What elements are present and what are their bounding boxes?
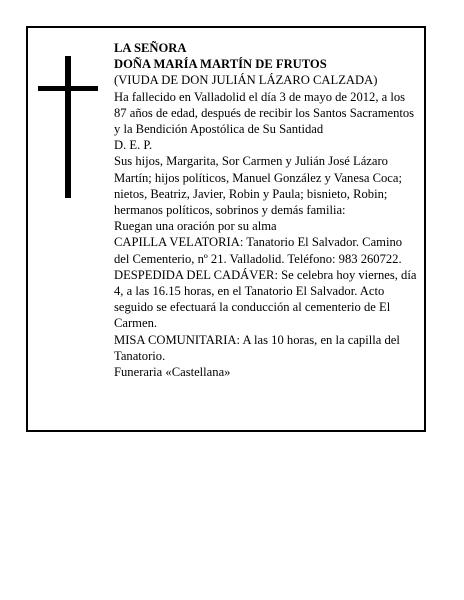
farewell-label: DESPEDIDA DEL CADÁVER: (114, 267, 278, 282)
notice-body (114, 40, 418, 380)
chapel-label: CAPILLA VELATORIA: (114, 235, 244, 250)
cross-icon (38, 56, 98, 198)
notice-title: LA SEÑORA (114, 41, 187, 55)
chapel-info (114, 234, 418, 266)
widow-line: (VIUDA DE DON JULIÁN LÁZARO CALZADA) (114, 73, 378, 88)
family-list: Sus hijos, Margarita, Sor Carmen y Julián José Lázaro Martín; hijos políticos, Manuel González y Vanesa Coca; nietos, Beatriz, Javier, Robin y Paula; bisnieto, Robin; hermanos políticos, sobrinos y demás familia: (114, 154, 402, 218)
obituary-notice (26, 26, 426, 432)
mass-info (114, 332, 418, 364)
prayer-request: Ruegan una oración por su alma (114, 219, 277, 234)
mass-details: A las 10 horas, en la capilla del Tanatorio. (114, 332, 400, 363)
rip-line: D. E. P. (114, 138, 153, 153)
chapel-details: Tanatorio El Salvador. Camino del Cementerio, nº 21. Valladolid. Teléfono: 983 260722. (114, 235, 403, 266)
death-announcement: Ha fallecido en Valladolid el día 3 de mayo de 2012, a los 87 años de edad, después de recibir los Santos Sacramentos y la Bendición Apostólica de Su Santidad (114, 89, 415, 137)
funeral-home: Funeraria «Castellana» (114, 365, 231, 380)
mass-label: MISA COMUNITARIA: (114, 332, 240, 347)
cross-horizontal-bar (38, 86, 98, 91)
farewell-details: Se celebra hoy viernes, día 4, a las 16.15 horas, en el Tanatorio El Salvador. Acto seguido se efectuará la conducción al cementerio de El Carmen. (114, 267, 417, 331)
farewell-info (114, 267, 418, 332)
cross-vertical-bar (65, 56, 71, 198)
deceased-name: DOÑA MARÍA MARTÍN DE FRUTOS (114, 57, 327, 72)
